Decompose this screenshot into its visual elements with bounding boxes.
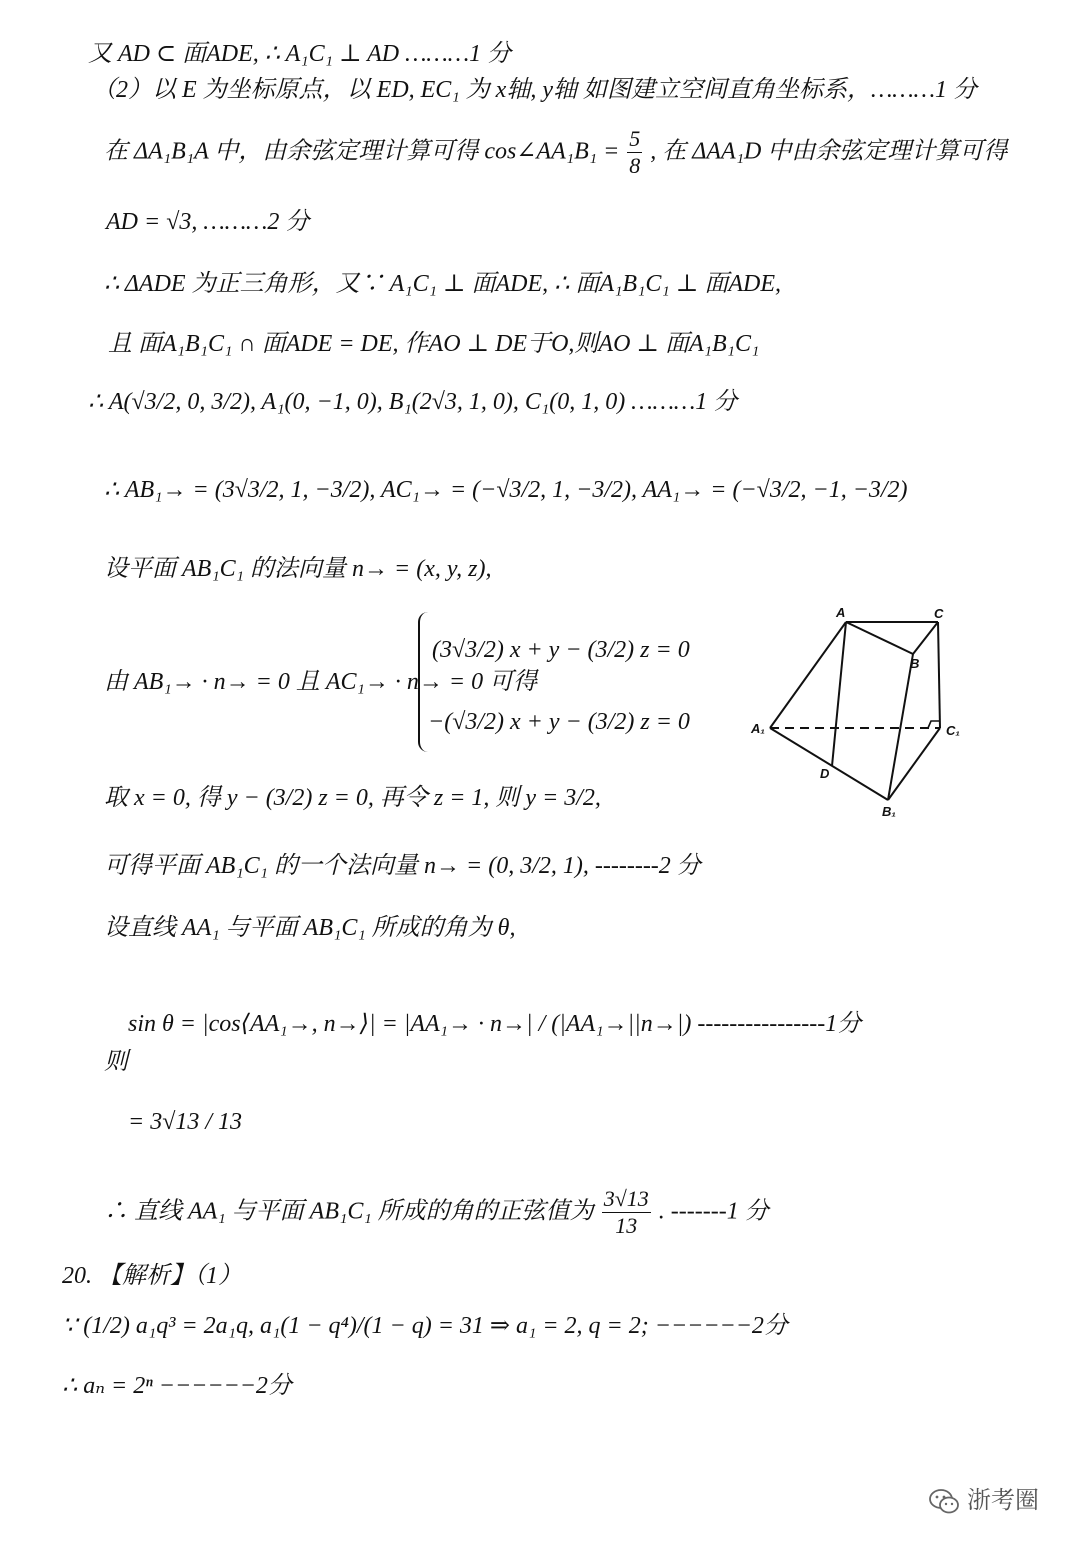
label-c: C (934, 606, 944, 621)
line-15: 则 (104, 1049, 128, 1075)
line-3 (104, 126, 1007, 180)
equation-1: (3√3/2) x + y − (3/2) z = 0 (432, 637, 690, 663)
label-a1: A₁ (751, 721, 765, 736)
line-6: 且 面A₁B₁C₁ ∩ 面ADE = DE, 作AO ⊥ DE于O,则AO ⊥ 面A₁B₁C₁ (108, 331, 760, 357)
line-18: 20. 【解析】（1） (62, 1263, 242, 1289)
edge-a1b1 (770, 728, 888, 800)
fraction-cos-denominator: 8 (629, 153, 641, 179)
geometry-figure (748, 602, 978, 822)
line-3-text-a: 在 ΔA₁B₁A 中，由余弦定理计算可得 cos∠AA₁B₁ = (104, 138, 620, 165)
line-4: AD = √3, ………2 分 (106, 209, 310, 235)
edge-c1b1 (888, 728, 940, 800)
line-5: ∴ ΔADE 为正三角形，又∵ A₁C₁ ⊥ 面ADE, ∴ 面A₁B₁C₁ ⊥ 面ADE, (104, 271, 782, 297)
edge-aa1 (770, 622, 846, 728)
edge-ad (832, 622, 846, 766)
line-3-text-b: , 在 ΔAA₁D 中由余弦定理计算可得 (650, 138, 1008, 165)
edge-cc1 (938, 622, 940, 728)
line-17-text-a: ∴ 直线 AA₁ 与平面 AB₁C₁ 所成的角的正弦值为 (104, 1198, 594, 1225)
label-a: A (836, 605, 846, 620)
line-1: 又 AD ⊂ 面ADE, ∴ A₁C₁ ⊥ AD ………1 分 (88, 41, 512, 67)
line-7: ∴ A(√3/2, 0, 3/2), A₁(0, −1, 0), B₁(2√3, 1, 0), C₁(0, 1, 0) ………1 分 (88, 389, 738, 415)
fraction-sin-denominator: 13 (615, 1213, 638, 1239)
line-20: ∴ aₙ = 2ⁿ −−−−−−2分 (62, 1373, 292, 1399)
watermark-text: 浙考圈 (967, 1486, 1039, 1514)
line-10: 由 AB₁→ · n→ = 0 且 AC₁→ · n→ = 0 可得 (104, 669, 538, 695)
line-11: 取 x = 0, 得 y − (3/2) z = 0, 再令 z = 1, 则 y = 3/2, (104, 785, 601, 811)
line-16: = 3√13 / 13 (128, 1109, 243, 1135)
fraction-sin (602, 1186, 651, 1240)
wechat-icon (928, 1488, 960, 1516)
line-9: 设平面 AB₁C₁ 的法向量 n→ = (x, y, z), (104, 556, 492, 582)
line-17-text-b: . -------1 分 (658, 1198, 769, 1225)
fraction-sin-numerator: 3√13 (602, 1186, 651, 1213)
label-d: D (820, 766, 830, 781)
watermark (928, 1480, 1039, 1516)
edge-cb (913, 622, 938, 654)
label-c1: C₁ (946, 723, 960, 738)
right-angle-mark (928, 721, 940, 728)
line-13: 设直线 AA₁ 与平面 AB₁C₁ 所成的角为 θ, (104, 915, 516, 941)
fraction-cos-numerator: 5 (627, 126, 642, 153)
line-2: （2）以 E 为坐标原点，以 ED, EC₁ 为 x轴, y轴 如图建立空间直角坐标系，………1 分 (92, 77, 977, 103)
line-12: 可得平面 AB₁C₁ 的一个法向量 n→ = (0, 3/2, 1), --------2 分 (104, 853, 701, 879)
label-b1: B₁ (882, 804, 896, 819)
edge-ab (846, 622, 913, 654)
line-17 (104, 1186, 769, 1240)
line-19: ∵ (1/2) a₁q³ = 2a₁q, a₁(1 − q⁴)/(1 − q) = 31 ⇒ a₁ = 2, q = 2; −−−−−−2分 (62, 1313, 788, 1339)
line-14: sin θ = |cos⟨AA₁→, n→⟩| = |AA₁→ · n→| / (|AA₁→||n→|) ----------------1分 (128, 1011, 862, 1037)
equation-2: −(√3/2) x + y − (3/2) z = 0 (428, 709, 690, 735)
fraction-cos (627, 126, 642, 180)
label-b: B (910, 656, 920, 671)
line-8: ∴ AB₁→ = (3√3/2, 1, −3/2), AC₁→ = (−√3/2, 1, −3/2), AA₁→ = (−√3/2, −1, −3/2) (104, 477, 908, 503)
